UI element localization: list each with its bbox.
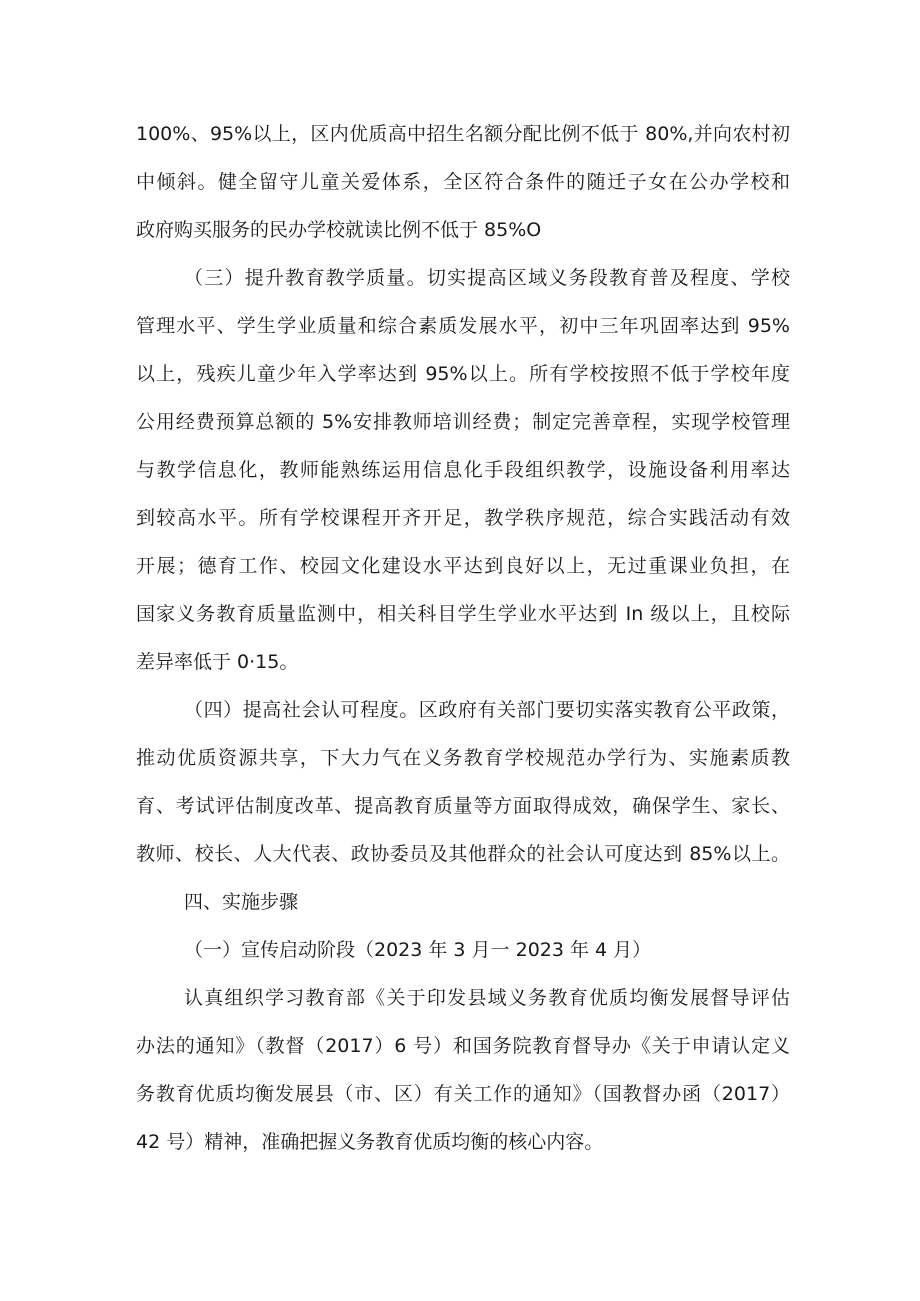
text-line bbox=[0, 690, 920, 730]
text-line-content: 教师、校长、人大代表、政协委员及其他群众的社会认可度达到 85%以上。 bbox=[136, 843, 790, 865]
text-line bbox=[0, 354, 920, 394]
text-line-content: 到较高水平。所有学校课程开齐开足，教学秩序规范，综合实践活动有效 bbox=[136, 507, 790, 529]
text-line-content: （四）提高社会认可程度。区政府有关部门要切实落实教育公平政策， bbox=[184, 699, 790, 721]
text-line-content: 务教育优质均衡发展县（市、区）有关工作的通知》（国教督办函（2017） bbox=[136, 1083, 790, 1105]
text-line-content: 管理水平、学生学业质量和综合素质发展水平，初中三年巩固率达到 95% bbox=[136, 315, 790, 337]
text-line bbox=[0, 1026, 920, 1066]
text-line bbox=[0, 978, 920, 1018]
text-line-content: 100%、95%以上，区内优质高中招生名额分配比例不低于 80%,并向农村初 bbox=[136, 123, 790, 145]
text-line bbox=[0, 210, 920, 250]
text-line bbox=[0, 834, 920, 874]
text-line-content: 推动优质资源共享，下大力气在义务教育学校规范办学行为、实施素质教 bbox=[136, 747, 790, 769]
text-line bbox=[0, 162, 920, 202]
text-line bbox=[0, 594, 920, 634]
text-line-content: 中倾斜。健全留守儿童关爱体系，全区符合条件的随迁子女在公办学校和 bbox=[136, 171, 790, 193]
text-line bbox=[0, 114, 920, 154]
text-line-content: 育、考试评估制度改革、提高教育质量等方面取得成效，确保学生、家长、 bbox=[136, 795, 790, 817]
text-line-content: （三）提升教育教学质量。切实提高区域义务段教育普及程度、学校 bbox=[184, 267, 790, 289]
text-line bbox=[0, 402, 920, 442]
section-heading-text: 四、实施步骤 bbox=[184, 891, 299, 913]
text-line-content: 差异率低于 0·15。 bbox=[136, 651, 299, 673]
text-line bbox=[0, 306, 920, 346]
text-line bbox=[0, 1074, 920, 1114]
section-heading bbox=[0, 882, 920, 922]
text-line-content: 42 号）精神，准确把握义务教育优质均衡的核心内容。 bbox=[136, 1131, 604, 1153]
text-line-content: 国家义务教育质量监测中，相关科目学生学业水平达到 In 级以上，且校际 bbox=[136, 603, 790, 625]
text-line bbox=[0, 738, 920, 778]
text-line bbox=[0, 498, 920, 538]
text-line-content: 办法的通知》（教督（2017）6 号）和国务院教育督导办《关于申请认定义 bbox=[136, 1035, 790, 1057]
text-line bbox=[0, 546, 920, 586]
text-line bbox=[0, 1122, 920, 1162]
text-line-content: 政府购买服务的民办学校就读比例不低于 85%O bbox=[136, 219, 542, 241]
text-line bbox=[0, 786, 920, 826]
subsection-heading-text: （一）宣传启动阶段（2023 年 3 月一 2023 年 4 月） bbox=[184, 939, 652, 961]
text-line bbox=[0, 258, 920, 298]
text-line-content: 开展；德育工作、校园文化建设水平达到良好以上，无过重课业负担，在 bbox=[136, 555, 790, 577]
text-line bbox=[0, 450, 920, 490]
text-line-content: 认真组织学习教育部《关于印发县域义务教育优质均衡发展督导评估 bbox=[184, 987, 790, 1009]
text-line-content: 公用经费预算总额的 5%安排教师培训经费；制定完善章程，实现学校管理 bbox=[136, 411, 790, 433]
subsection-heading bbox=[0, 930, 920, 970]
text-line-content: 以上，残疾儿童少年入学率达到 95%以上。所有学校按照不低于学校年度 bbox=[136, 363, 790, 385]
text-line-content: 与教学信息化，教师能熟练运用信息化手段组织教学，设施设备利用率达 bbox=[136, 459, 790, 481]
text-line bbox=[0, 642, 920, 682]
